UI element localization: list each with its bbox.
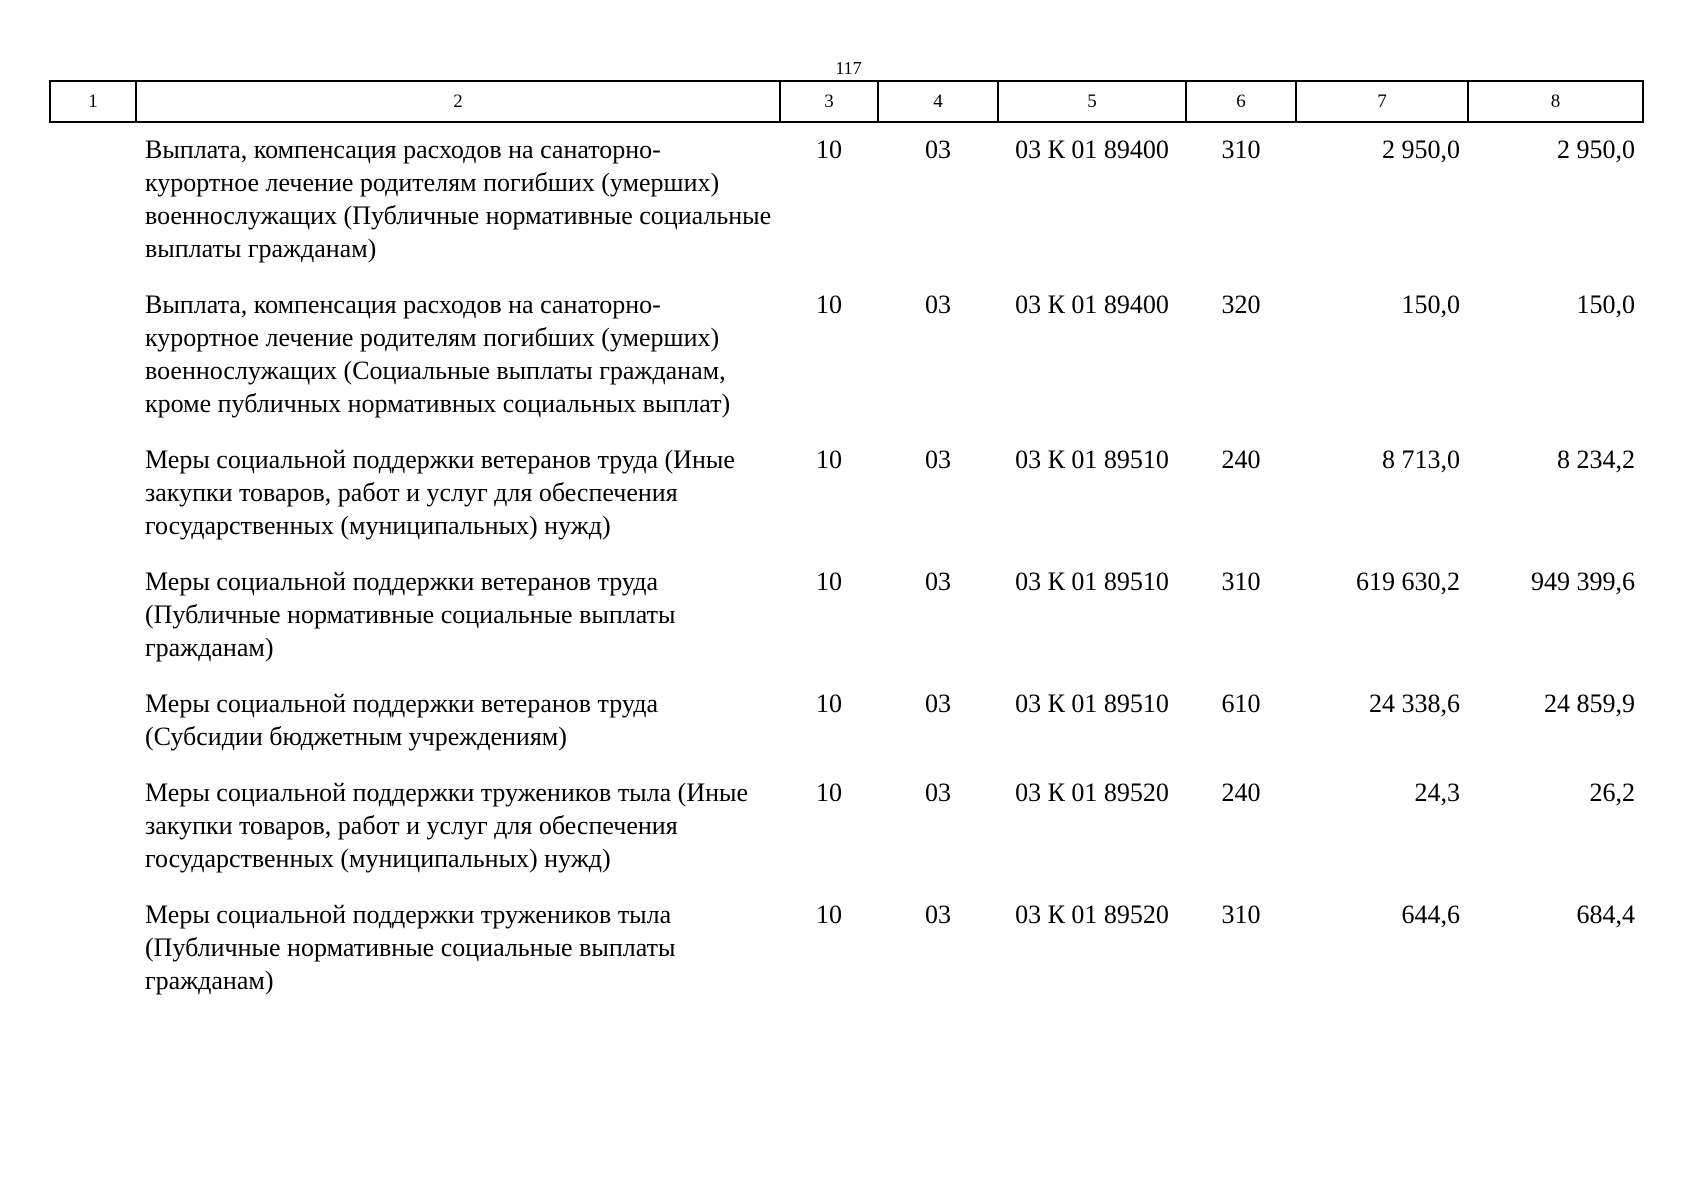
cell-target-article: 03 К 01 89520 (1015, 778, 1169, 807)
cell-expense-type: 610 (1221, 689, 1261, 718)
cell-index (50, 278, 136, 433)
cell-target-article: 03 К 01 89400 (1015, 290, 1169, 319)
cell-index (50, 433, 136, 555)
cell-section: 10 (816, 135, 842, 164)
cell-expense-type: 310 (1221, 900, 1261, 929)
cell-subsection: 03 (925, 900, 951, 929)
cell-index (50, 677, 136, 766)
cell-description: Меры социальной поддержки ветеранов труда (Публичные нормативные социальные выплаты гражданам) (145, 567, 676, 662)
cell-amount-1: 644,6 (1401, 900, 1460, 929)
cell-description: Меры социальной поддержки тружеников тыла (Иные закупки товаров, работ и услуг для обеспечения государственных (муниципальных) нужд) (145, 778, 749, 873)
cell-expense-type: 310 (1221, 135, 1261, 164)
cell-target-article: 03 К 01 89510 (1015, 567, 1169, 596)
table-header (50, 81, 1643, 122)
column-header-6: 6 (1186, 81, 1296, 122)
cell-description: Меры социальной поддержки тружеников тыла (Публичные нормативные социальные выплаты гражданам) (145, 900, 676, 995)
cell-section: 10 (816, 445, 842, 474)
table-row (50, 278, 1643, 433)
cell-index (50, 122, 136, 278)
cell-amount-1: 8 713,0 (1382, 445, 1460, 474)
cell-amount-1: 24 338,6 (1369, 689, 1460, 718)
cell-amount-2: 684,4 (1576, 900, 1635, 929)
cell-amount-1: 24,3 (1414, 778, 1460, 807)
cell-subsection: 03 (925, 689, 951, 718)
table-row (50, 122, 1643, 278)
cell-description: Меры социальной поддержки ветеранов труда (Иные закупки товаров, работ и услуг для обеспечения государственных (муниципальных) нужд) (145, 445, 735, 540)
cell-section: 10 (816, 567, 842, 596)
cell-amount-2: 24 859,9 (1544, 689, 1635, 718)
cell-description: Выплата, компенсация расходов на санаторно-курортное лечение родителям погибших (умерших) военнослужащих (Социальные выплаты гражданам, кроме публичных нормативных социальных выплат) (145, 290, 731, 418)
cell-target-article: 03 К 01 89510 (1015, 689, 1169, 718)
cell-subsection: 03 (925, 778, 951, 807)
cell-description: Меры социальной поддержки ветеранов труда (Субсидии бюджетным учреждениям) (145, 689, 659, 751)
cell-target-article: 03 К 01 89510 (1015, 445, 1169, 474)
cell-expense-type: 320 (1221, 290, 1261, 319)
cell-index (50, 888, 136, 1010)
page-number: 117 (835, 58, 862, 78)
budget-table (49, 80, 1644, 1010)
cell-section: 10 (816, 900, 842, 929)
cell-section: 10 (816, 290, 842, 319)
cell-section: 10 (816, 778, 842, 807)
cell-index (50, 766, 136, 888)
table-row (50, 433, 1643, 555)
cell-expense-type: 310 (1221, 567, 1261, 596)
cell-amount-2: 2 950,0 (1557, 135, 1635, 164)
cell-section: 10 (816, 689, 842, 718)
column-header-4: 4 (878, 81, 998, 122)
table-row (50, 766, 1643, 888)
table-row (50, 888, 1643, 1010)
cell-target-article: 03 К 01 89400 (1015, 135, 1169, 164)
column-header-2: 2 (136, 81, 780, 122)
cell-amount-2: 26,2 (1589, 778, 1635, 807)
column-header-7: 7 (1296, 81, 1468, 122)
cell-target-article: 03 К 01 89520 (1015, 900, 1169, 929)
column-header-1: 1 (50, 81, 136, 122)
cell-amount-2: 150,0 (1576, 290, 1635, 319)
header-row (50, 81, 1643, 122)
table-row (50, 555, 1643, 677)
cell-amount-1: 2 950,0 (1382, 135, 1460, 164)
column-header-8: 8 (1468, 81, 1643, 122)
cell-subsection: 03 (925, 135, 951, 164)
cell-amount-2: 8 234,2 (1557, 445, 1635, 474)
cell-amount-1: 150,0 (1401, 290, 1460, 319)
cell-subsection: 03 (925, 445, 951, 474)
cell-subsection: 03 (925, 567, 951, 596)
cell-subsection: 03 (925, 290, 951, 319)
cell-description: Выплата, компенсация расходов на санаторно-курортное лечение родителям погибших (умерших) военнослужащих (Публичные нормативные социальные выплаты гражданам) (145, 135, 772, 263)
cell-amount-1: 619 630,2 (1356, 567, 1460, 596)
cell-amount-2: 949 399,6 (1531, 567, 1635, 596)
cell-index (50, 555, 136, 677)
table-row (50, 677, 1643, 766)
column-header-5: 5 (998, 81, 1186, 122)
cell-expense-type: 240 (1221, 778, 1261, 807)
cell-expense-type: 240 (1221, 445, 1261, 474)
table-body (50, 122, 1643, 1010)
column-header-3: 3 (780, 81, 878, 122)
